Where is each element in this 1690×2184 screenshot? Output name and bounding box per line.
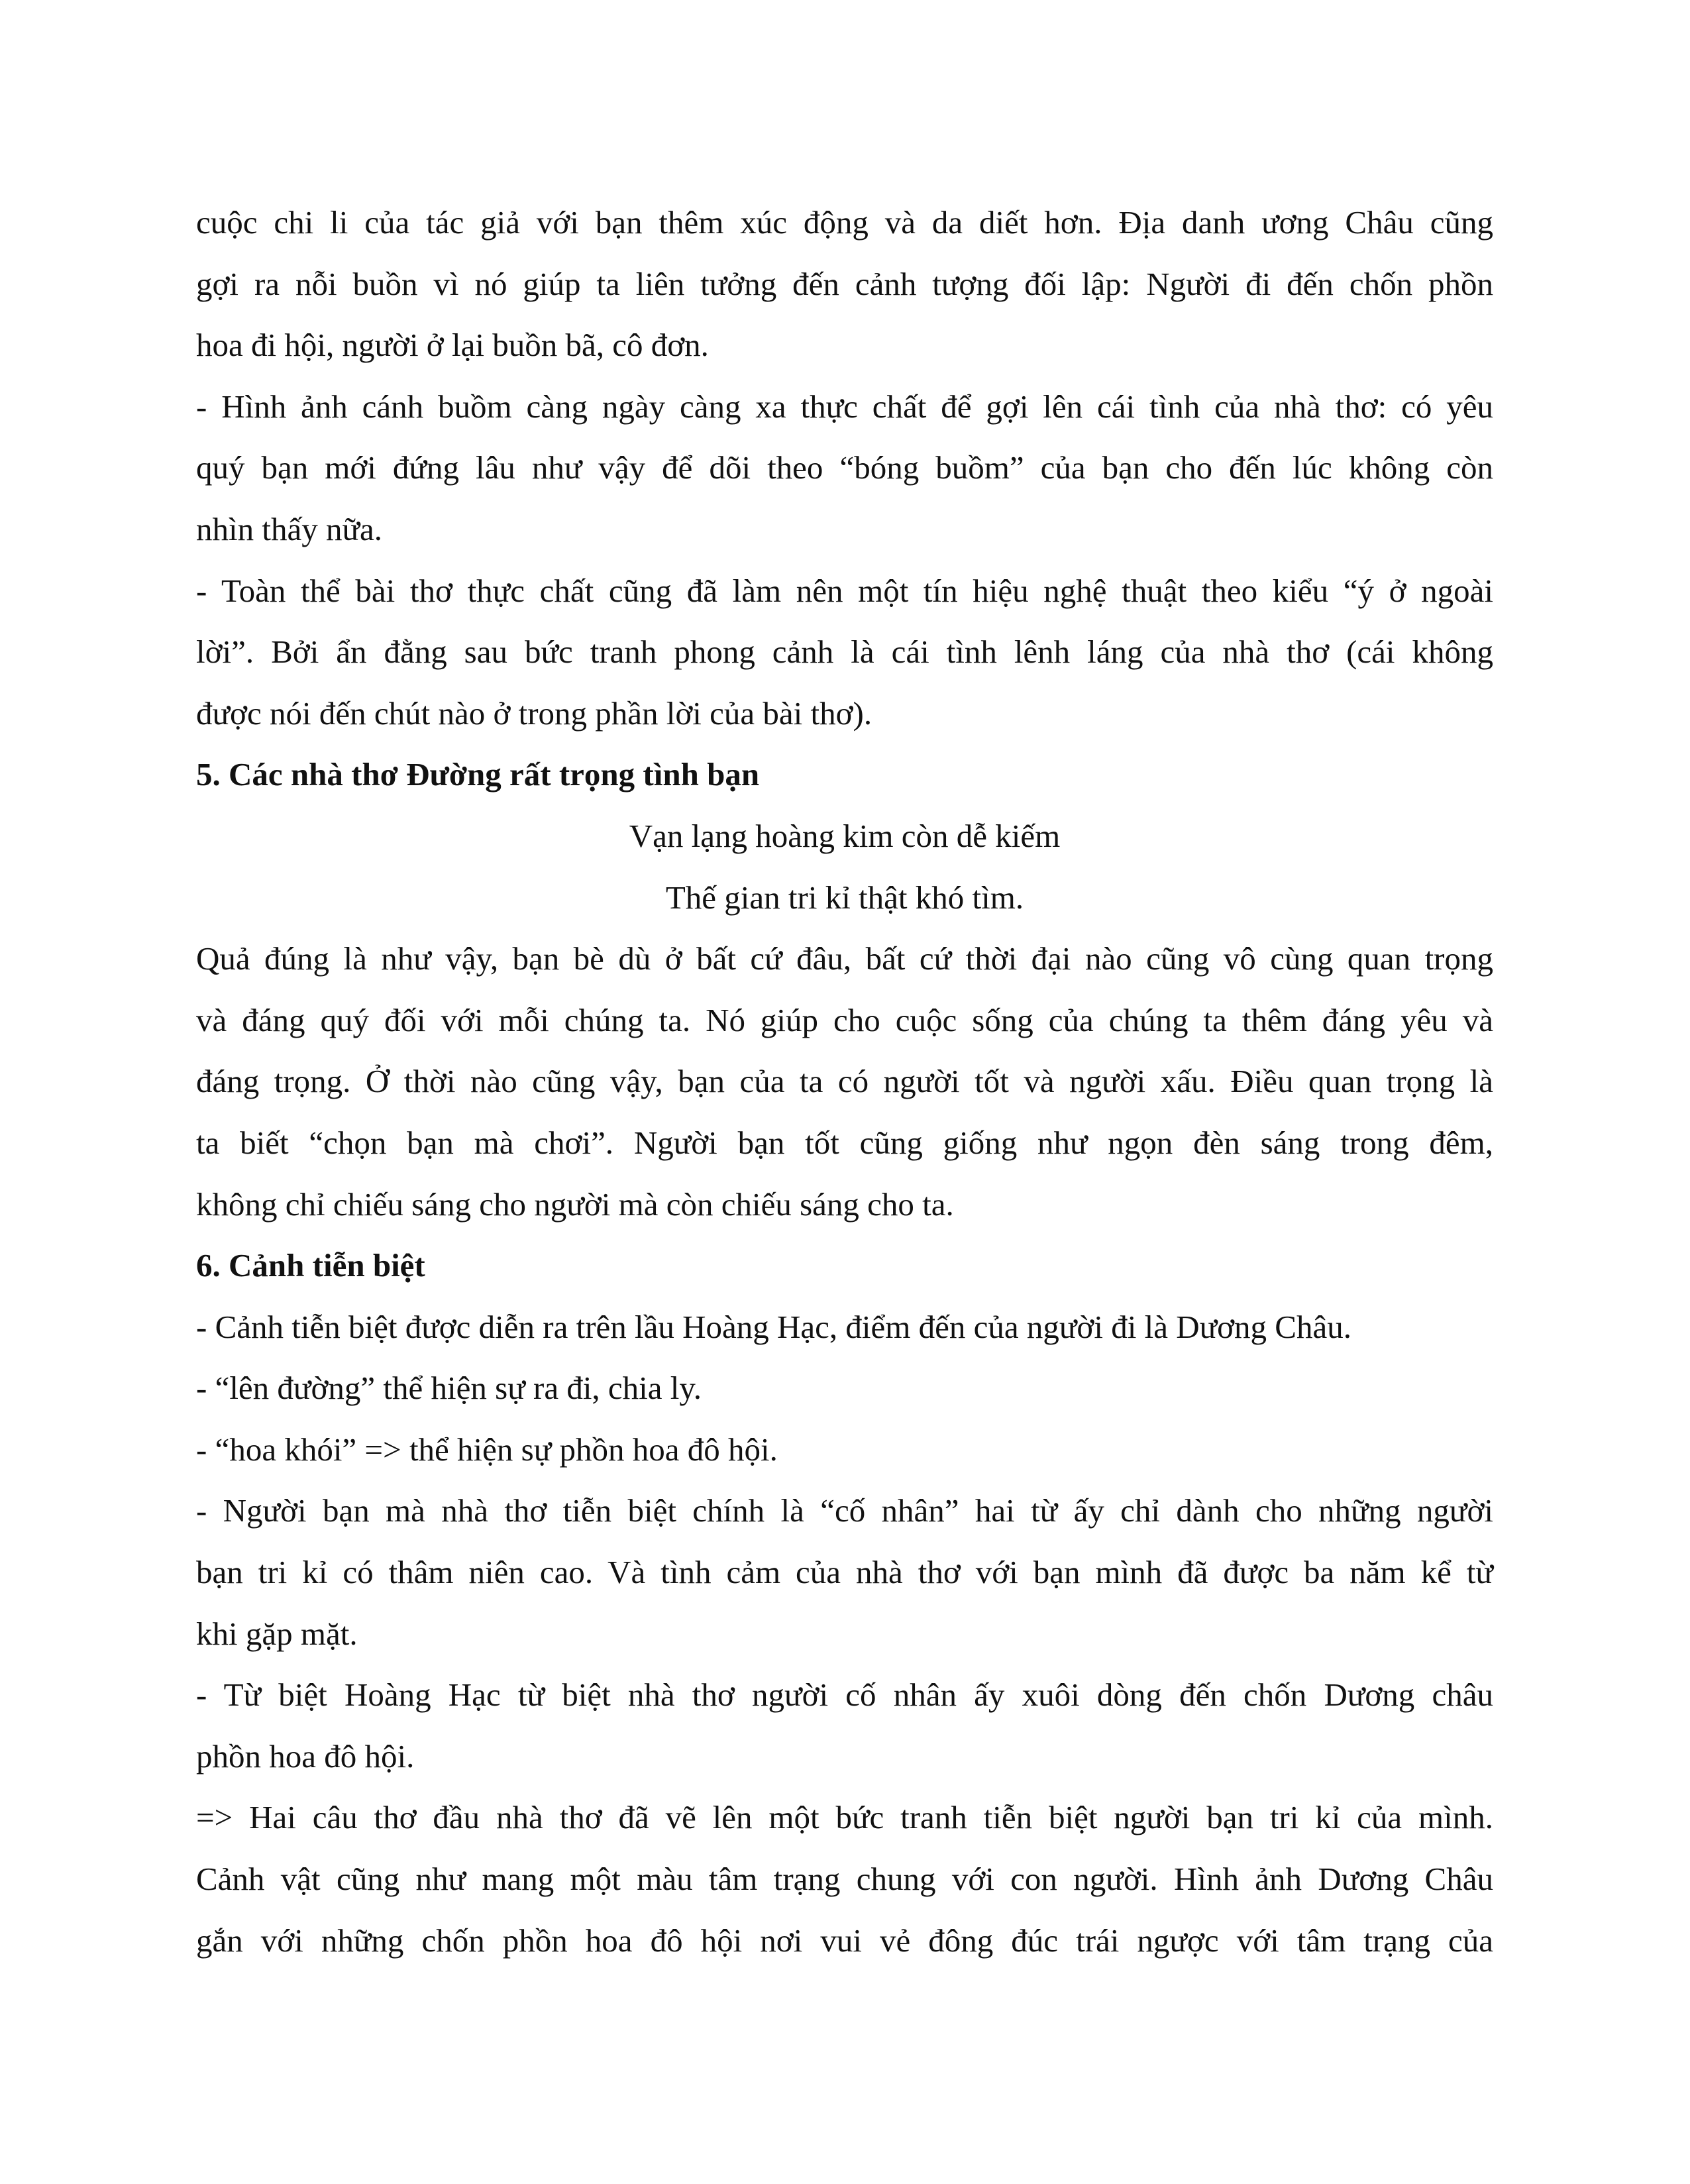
section-5-heading: 5. Các nhà thơ Đường rất trọng tình bạn [196, 756, 760, 793]
text-line: bạn tri kỉ có thâm niên cao. Và tình cảm của nhà thơ với bạn mình đã được ba năm kể từ [196, 1554, 1493, 1591]
section-5 [196, 744, 1493, 1235]
bullet-line: - Từ biệt Hoàng Hạc từ biệt nhà thơ người cố nhân ấy xuôi dòng đến chốn Dương châu [196, 1676, 1493, 1714]
poem-line: Vạn lạng hoàng kim còn dễ kiếm [629, 817, 1061, 854]
conclusion-line: => Hai câu thơ đầu nhà thơ đã vẽ lên một bức tranh tiễn biệt người bạn tri kỉ của mình. [196, 1799, 1493, 1836]
section-6-heading: 6. Cảnh tiễn biệt [196, 1247, 425, 1284]
bullet-line: - Cảnh tiễn biệt được diễn ra trên lầu Hoàng Hạc, điểm đến của người đi là Dương Châu. [196, 1308, 1351, 1345]
text-line: ta biết “chọn bạn mà chơi”. Người bạn tốt cũng giống như ngọn đèn sáng trong đêm, [196, 1124, 1493, 1161]
section-6 [196, 1235, 1493, 1971]
document-page [196, 192, 1493, 1971]
text-line: cuộc chi li của tác giả với bạn thêm xúc động và da diết hơn. Địa danh ương Châu cũng [196, 204, 1493, 241]
paragraph-3 [196, 561, 1493, 745]
text-line: khi gặp mặt. [196, 1615, 358, 1652]
text-line: - Hình ảnh cánh buồm càng ngày càng xa thực chất để gợi lên cái tình của nhà thơ: có yêu [196, 388, 1493, 425]
text-line: phồn hoa đô hội. [196, 1737, 415, 1774]
paragraph-2 [196, 376, 1493, 561]
text-line: hoa đi hội, người ở lại buồn bã, cô đơn. [196, 327, 709, 364]
text-line: Quả đúng là như vậy, bạn bè dù ở bất cứ đâu, bất cứ thời đại nào cũng vô cùng quan trọng [196, 940, 1493, 977]
bullet-line: - “lên đường” thể hiện sự ra đi, chia ly. [196, 1370, 702, 1407]
text-line: gắn với những chốn phồn hoa đô hội nơi vui vẻ đông đúc trái ngược với tâm trạng của [196, 1922, 1493, 1959]
bullet-line: - “hoa khói” => thể hiện sự phồn hoa đô hội. [196, 1431, 778, 1468]
paragraph-1 [196, 192, 1493, 376]
bullet-line: - Người bạn mà nhà thơ tiễn biệt chính là “cố nhân” hai từ ấy chỉ dành cho những người [196, 1492, 1493, 1529]
text-line: đáng trọng. Ở thời nào cũng vậy, bạn của ta có người tốt và người xấu. Điều quan trọng là [196, 1063, 1493, 1100]
poem-line: Thế gian tri kỉ thật khó tìm. [665, 879, 1024, 916]
text-line: lời”. Bởi ẩn đằng sau bức tranh phong cảnh là cái tình lênh láng của nhà thơ (cái không [196, 633, 1493, 671]
text-line: nhìn thấy nữa. [196, 510, 383, 547]
text-line: không chỉ chiếu sáng cho người mà còn chiếu sáng cho ta. [196, 1185, 954, 1223]
text-line: gợi ra nỗi buồn vì nó giúp ta liên tưởng đến cảnh tượng đối lập: Người đi đến chốn phồn [196, 265, 1493, 302]
text-line: được nói đến chút nào ở trong phần lời của bài thơ). [196, 694, 872, 732]
text-line: Cảnh vật cũng như mang một màu tâm trạng chung với con người. Hình ảnh Dương Châu [196, 1861, 1493, 1898]
text-line: quý bạn mới đứng lâu như vậy để dõi theo “bóng buồm” của bạn cho đến lúc không còn [196, 449, 1493, 486]
text-line: - Toàn thể bài thơ thực chất cũng đã làm nên một tín hiệu nghệ thuật theo kiểu “ý ở ngoài [196, 572, 1493, 609]
text-line: và đáng quý đối với mỗi chúng ta. Nó giúp cho cuộc sống của chúng ta thêm đáng yêu và [196, 1001, 1493, 1038]
